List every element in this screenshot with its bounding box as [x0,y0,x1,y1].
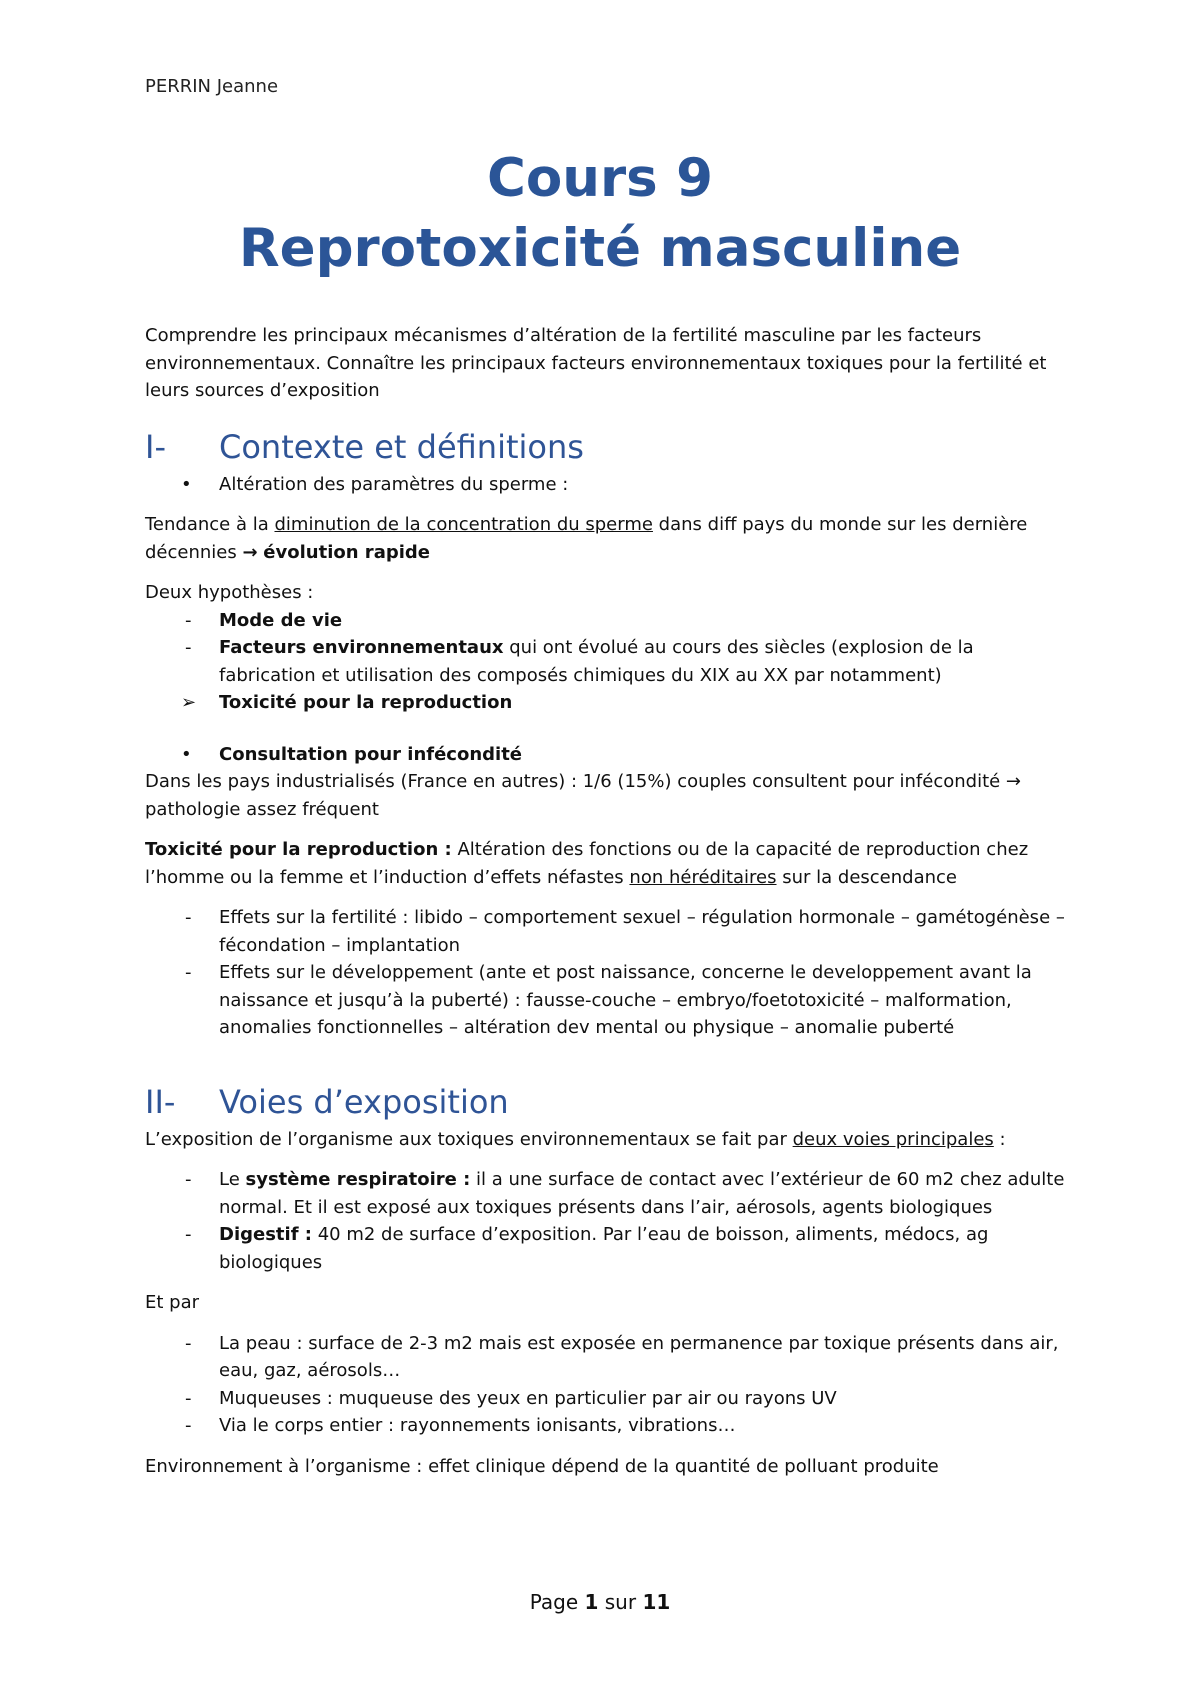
trend-text: Tendance à la [145,514,275,535]
dash-icon: - [185,1169,192,1190]
list-item [145,1412,1065,1440]
list-item [145,959,1065,1042]
trend-paragraph [145,511,1065,566]
footer-text-2: sur [598,1590,643,1614]
toxicity-paragraph [145,836,1065,891]
exposure-text-2: : [993,1128,1006,1150]
exposure-underlined: deux voies principales [792,1128,994,1150]
intro-paragraph: Comprendre les principaux mécanismes d’altération de la fertilité masculine par les facteurs environnementaux. Connaître les principaux facteurs environnementaux toxiques pour la fertilité et leurs sources d’exposition [145,325,1047,401]
list-item-pre: Le [219,1169,246,1190]
list-item-text [219,1221,1065,1276]
section-1-number: I- [145,427,166,466]
consult-paragraph: Dans les pays industrialisés (France en autres) : 1/6 (15%) couples consultent pour infécondité → pathologie assez fréquent [145,771,1022,820]
list-item [145,904,1065,959]
page-total: 11 [642,1590,671,1614]
dash-icon: - [185,1387,192,1409]
toxicity-underlined: non héréditaires [629,866,777,888]
page-title [0,144,1200,284]
list-item-rest: 40 m2 de surface d’exposition. Par l’eau de boisson, aliments, médocs, ag biologiques [219,1224,989,1273]
bullet-text: Consultation pour infécondité [219,743,523,765]
list-item-bold: Facteurs environnementaux [219,637,504,658]
trend-underlined: diminution de la concentration du sperme [274,514,653,535]
dash-icon: - [185,609,192,631]
section-2-number: II- [145,1082,176,1121]
et-par-text: Et par [145,1292,200,1313]
arrow-icon: → [242,541,258,563]
trend-bold: évolution rapide [263,541,430,563]
page-footer [0,1590,1200,1614]
dash-icon: - [185,962,192,983]
dash-icon: - [185,1415,192,1436]
list-item-rest: il a une surface de contact avec l’extérieur de 60 m2 chez adulte normal. Et il est exposé aux toxiques présents dans l’air, aérosols, agents biologiques [219,1169,1065,1218]
list-item-rest: qui ont évolué au cours des siècles (explosion de la fabrication et utilisation des composés chimiques du XIX au XX par notamment) [219,637,974,686]
arrowhead-bullet-icon: ➢ [181,692,197,713]
arrow-list-item [145,689,1065,717]
list-item-text: Muqueuses : muqueuse des yeux en particulier par air ou rayons UV [219,1387,837,1409]
section-1-heading [145,427,1065,467]
toxicity-bold: Toxicité pour la reproduction : [145,839,452,860]
list-item-text: Effets sur la fertilité : libido – comportement sexuel – régulation hormonale – gamétogénèse – fécondation – implantation [219,907,1065,956]
list-item-bold: Digestif : [219,1224,312,1245]
list-item [145,607,1065,635]
section-1-title: Contexte et définitions [219,427,584,466]
list-item-text: Via le corps entier : rayonnements ionisants, vibrations… [219,1415,736,1436]
bullet-item [145,741,1065,769]
list-item [145,1221,1065,1276]
environment-paragraph: Environnement à l’organisme : effet clinique dépend de la quantité de polluant produite [145,1455,939,1477]
bullet-icon: • [181,473,192,495]
hypotheses-label: Deux hypothèses : [145,582,314,603]
list-item-text [219,634,1065,689]
dash-icon: - [185,637,192,658]
list-item-text [219,1166,1065,1221]
page-number: 1 [584,1590,599,1614]
list-item [145,634,1065,689]
exposure-intro [145,1126,1065,1154]
dash-icon: - [185,1332,192,1354]
toxicity-text-2: sur la descendance [776,866,957,888]
section-2-title: Voies d’exposition [219,1082,509,1121]
list-item-text: Effets sur le développement (ante et post naissance, concerne le developpement avant la naissance et jusqu’à la puberté) : fausse-couche – embryo/foetotoxicité – malformation, anomalies fonctionnelles – altération dev mental ou physique – anomalie puberté [219,962,1032,1038]
list-item-text: La peau : surface de 2-3 m2 mais est exposée en permanence par toxique présents dans air, eau, gaz, aérosols… [219,1332,1059,1381]
footer-text: Page [529,1590,585,1614]
title-line-1: Cours 9 [486,148,714,209]
dash-icon: - [185,1224,192,1245]
toxicity-text: Altération des fonctions ou de la capacité de reproduction chez l’homme ou la femme et l’induction d’effets néfastes [145,839,1029,888]
document-body [145,322,1065,1480]
section-2-heading [145,1082,1065,1122]
bullet-text: Altération des paramètres du sperme : [219,473,569,495]
list-item [145,1385,1065,1413]
trend-text-2: dans diff pays du monde sur les dernière décennies [145,514,1028,563]
list-item-text: Mode de vie [219,609,343,631]
dash-icon: - [185,907,192,928]
list-item-bold: système respiratoire : [245,1169,471,1190]
title-line-2: Reprotoxicité masculine [238,218,962,279]
list-item [145,1330,1065,1385]
list-item-text: Toxicité pour la reproduction [219,692,513,713]
bullet-icon: • [181,743,192,765]
header-author: PERRIN Jeanne [145,76,279,97]
bullet-item [145,471,1065,499]
list-item [145,1166,1065,1221]
exposure-text: L’exposition de l’organisme aux toxiques environnementaux se fait par [145,1128,793,1150]
